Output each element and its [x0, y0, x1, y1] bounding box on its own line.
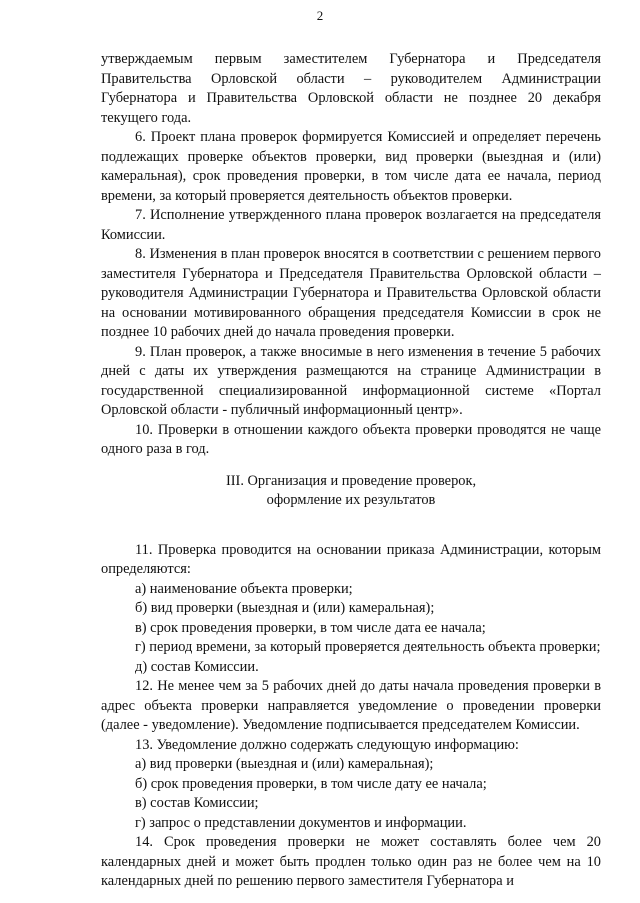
page-number: 2: [316, 8, 324, 23]
list-item: в) состав Комиссии;: [135, 795, 259, 811]
paragraph-7: 7. Исполнение утвержденного плана проверок возлагается на председателя Комиссии.: [101, 207, 601, 243]
document-body: [101, 50, 601, 892]
paragraph-9: 9. План проверок, а также вносимые в него изменения в течение 5 рабочих дней с даты их утверждения размещаются на странице Администрации в государственной специализированной информационной системе «Портал Орловской области - публичный информационный центр».: [101, 343, 601, 418]
list-item: г) запрос о представлении документов и информации.: [135, 814, 467, 831]
paragraph-8: 8. Изменения в план проверок вносятся в соответствии с решением первого заместителя Губернатора и Председателя Правительства Орловской области – руководителя Администрации Губернатора и Правительства Орловской области на основании мотивированного обращения председателя Комиссии в срок не позднее 10 рабочих дней до начала проведения проверки.: [101, 246, 601, 340]
list-item: г) период времени, за который проверяется деятельность объекта проверки;: [135, 639, 601, 655]
section-heading-line-2: оформление их результатов: [266, 492, 436, 508]
section-heading: [101, 472, 601, 511]
paragraph-14: 14. Срок проведения проверки не может составлять более чем 20 календарных дней и может быть продлен только один раз не более чем на 10 календарных дней по решению первого заместителя Губернатора и: [101, 834, 601, 889]
paragraph-intro: утверждаемым первым заместителем Губернатора и Председателя Правительства Орловской области – руководителем Администрации Губернатора и Правительства Орловской области не позднее 20 декабря текущего года.: [101, 51, 601, 126]
paragraph-6: 6. Проект плана проверок формируется Комиссией и определяет перечень подлежащих проверке объектов проверки, вид проверки (выездная и (или) камеральная), срок проведения проверки, в том числе дата ее начала, период времени, за который проверяется деятельность объектов проверки.: [101, 129, 601, 204]
list-item: д) состав Комиссии.: [135, 658, 259, 675]
list-item: б) срок проведения проверки, в том числе дату ее начала;: [135, 775, 487, 792]
paragraph-12: 12. Не менее чем за 5 рабочих дней до даты начала проведения проверки в адрес объекта проверки направляется уведомление о проведении проверки (далее - уведомление). Уведомление подписывается председателем Комиссии.: [101, 678, 601, 733]
paragraph-10: 10. Проверки в отношении каждого объекта проверки проводятся не чаще одного раза в год.: [101, 421, 601, 457]
list-item: б) вид проверки (выездная и (или) камеральная);: [135, 600, 435, 616]
paragraph-13: 13. Уведомление должно содержать следующую информацию:: [135, 736, 519, 753]
list-item: а) наименование объекта проверки;: [135, 580, 353, 597]
list-item: в) срок проведения проверки, в том числе дата ее начала;: [135, 619, 486, 636]
paragraph-11: 11. Проверка проводится на основании приказа Администрации, которым определяются:: [101, 541, 601, 577]
list-item: а) вид проверки (выездная и (или) камеральная);: [135, 756, 434, 772]
section-heading-line-1: III. Организация и проведение проверок,: [225, 472, 477, 489]
